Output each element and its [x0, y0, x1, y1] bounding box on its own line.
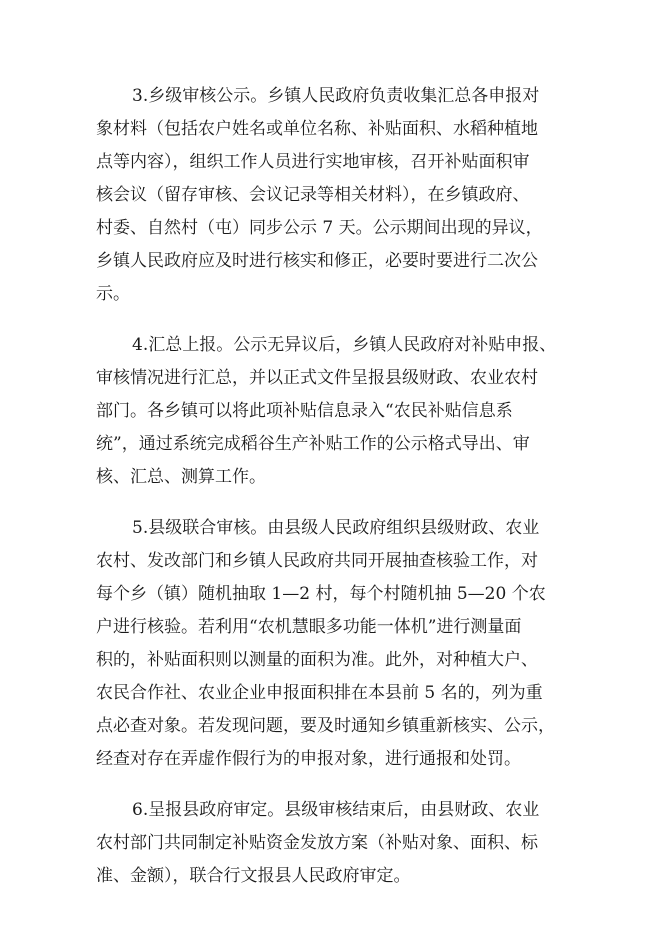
- paragraph-line: 点必查对象。若发现问题，要及时通知乡镇重新核实、公示，: [96, 716, 555, 736]
- document-body: [96, 80, 576, 911]
- paragraph-line: 核、汇总、测算工作。: [96, 467, 266, 487]
- paragraph-line: 乡镇人民政府应及时进行核实和修正，必要时要进行二次公: [96, 251, 538, 271]
- paragraph-line: 积的，补贴面积则以测量的面积为准。此外，对种植大户、: [96, 650, 538, 670]
- paragraph-line: 4.汇总上报。公示无异议后，乡镇人民政府对补贴申报、: [132, 335, 557, 355]
- paragraph-line: 象材料（包括农户姓名或单位名称、补贴面积、水稻种植地: [96, 119, 538, 139]
- paragraph-line: 统”，通过系统完成稻谷生产补贴工作的公示格式导出、审: [96, 434, 530, 454]
- paragraph-line: 农村部门共同制定补贴资金发放方案（补贴对象、面积、标: [96, 833, 538, 853]
- paragraph-line: 每个乡（镇）随机抽取 1—2 村，每个村随机抽 5—20 个农: [96, 584, 546, 604]
- paragraph-4: [96, 329, 576, 494]
- paragraph-6: [96, 794, 576, 893]
- paragraph-line: 核会议（留存审核、会议记录等相关材料），在乡镇政府、: [96, 185, 530, 205]
- paragraph-line: 农民合作社、农业企业申报面积排在本县前 5 名的，列为重: [96, 683, 543, 703]
- paragraph-line: 准、金额），联合行文报县人民政府审定。: [96, 866, 411, 886]
- paragraph-line: 部门。各乡镇可以将此项补贴信息录入“农民补贴信息系: [96, 401, 513, 421]
- paragraph-line: 点等内容），组织工作人员进行实地审核，召开补贴面积审: [96, 152, 530, 172]
- paragraph-3: [96, 80, 576, 311]
- paragraph-line: 村委、自然村（屯）同步公示 7 天。公示期间出现的异议，: [96, 218, 543, 238]
- paragraph-line: 户进行核验。若利用“农机慧眼多功能一体机”进行测量面: [96, 617, 522, 637]
- paragraph-line: 农村、发改部门和乡镇人民政府共同开展抽查核验工作，对: [96, 551, 538, 571]
- paragraph-line: 3.乡级审核公示。乡镇人民政府负责收集汇总各申报对: [132, 86, 540, 106]
- paragraph-line: 审核情况进行汇总，并以正式文件呈报县级财政、农业农村: [96, 368, 538, 388]
- paragraph-line: 6.呈报县政府审定。县级审核结束后，由县财政、农业: [132, 800, 540, 820]
- paragraph-line: 5.县级联合审核。由县级人民政府组织县级财政、农业: [132, 518, 540, 538]
- paragraph-5: [96, 512, 576, 776]
- paragraph-line: 示。: [96, 284, 130, 304]
- paragraph-line: 经查对存在弄虚作假行为的申报对象，进行通报和处罚。: [96, 749, 521, 769]
